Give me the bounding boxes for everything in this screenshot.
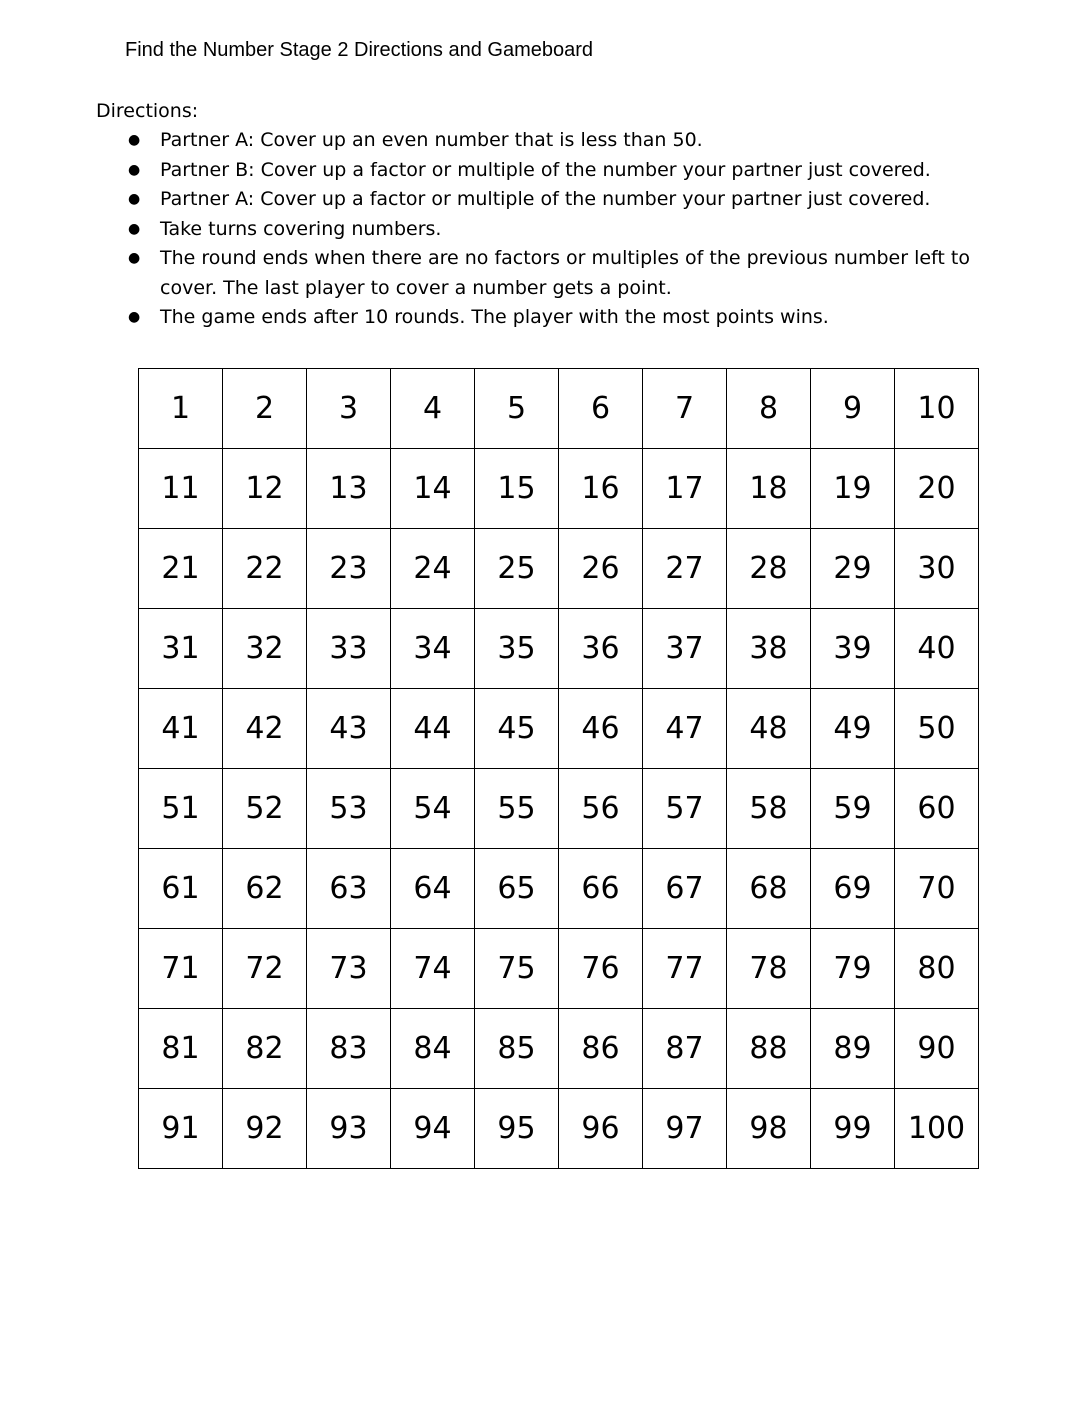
direction-text: The game ends after 10 rounds. The player with the most points wins.	[160, 306, 829, 328]
bullet-icon: ●	[128, 191, 141, 207]
gameboard-cell[interactable]: 21	[139, 529, 223, 609]
gameboard-cell[interactable]: 76	[559, 929, 643, 1009]
gameboard-cell[interactable]: 4	[391, 369, 475, 449]
gameboard-cell[interactable]: 80	[895, 929, 979, 1009]
gameboard-cell[interactable]: 83	[307, 1009, 391, 1089]
gameboard-row	[139, 449, 979, 529]
gameboard-row	[139, 849, 979, 929]
gameboard-cell[interactable]: 95	[475, 1089, 559, 1169]
gameboard-cell[interactable]: 26	[559, 529, 643, 609]
gameboard-cell[interactable]: 37	[643, 609, 727, 689]
gameboard-cell[interactable]: 52	[223, 769, 307, 849]
bullet-icon: ●	[128, 220, 141, 237]
gameboard-cell[interactable]: 98	[727, 1089, 811, 1169]
gameboard-cell[interactable]: 7	[643, 369, 727, 449]
gameboard-cell[interactable]: 20	[895, 449, 979, 529]
gameboard-cell[interactable]: 85	[475, 1009, 559, 1089]
gameboard-row	[139, 769, 979, 849]
gameboard-cell[interactable]: 31	[139, 609, 223, 689]
gameboard-cell[interactable]: 10	[895, 369, 979, 449]
gameboard-cell[interactable]: 8	[727, 369, 811, 449]
gameboard-row	[139, 689, 979, 769]
gameboard-cell[interactable]: 47	[643, 689, 727, 769]
direction-text: The round ends when there are no factors or multiples of the previous number left to cover. The last player to cover a number gets a point.	[160, 247, 970, 299]
direction-item	[128, 156, 1018, 186]
bullet-icon: ●	[128, 161, 141, 178]
gameboard-cell[interactable]: 75	[475, 929, 559, 1009]
gameboard-cell[interactable]: 13	[307, 449, 391, 529]
gameboard-row	[139, 1089, 979, 1169]
gameboard-cell[interactable]: 82	[223, 1009, 307, 1089]
gameboard-cell[interactable]: 89	[811, 1009, 895, 1089]
direction-text: Partner A: Cover up an even number that is less than 50.	[160, 129, 703, 151]
gameboard-cell[interactable]: 24	[391, 529, 475, 609]
gameboard-cell[interactable]: 72	[223, 929, 307, 1009]
gameboard-cell[interactable]: 30	[895, 529, 979, 609]
gameboard-cell[interactable]: 46	[559, 689, 643, 769]
gameboard-cell[interactable]: 57	[643, 769, 727, 849]
gameboard-cell[interactable]: 58	[727, 769, 811, 849]
gameboard-cell[interactable]: 41	[139, 689, 223, 769]
gameboard-cell[interactable]: 87	[643, 1009, 727, 1089]
gameboard-cell[interactable]: 60	[895, 769, 979, 849]
direction-text: Take turns covering numbers.	[160, 217, 442, 240]
gameboard-cell[interactable]: 27	[643, 529, 727, 609]
gameboard-cell[interactable]: 91	[139, 1089, 223, 1169]
bullet-icon: ●	[128, 250, 141, 266]
gameboard-cell[interactable]: 16	[559, 449, 643, 529]
direction-text: Partner A: Cover up a factor or multiple of the number your partner just covered.	[160, 188, 931, 210]
direction-item	[128, 244, 1018, 303]
gameboard-cell[interactable]: 45	[475, 689, 559, 769]
gameboard-cell[interactable]: 12	[223, 449, 307, 529]
gameboard-cell[interactable]: 43	[307, 689, 391, 769]
direction-item	[128, 303, 1018, 333]
gameboard-cell[interactable]: 3	[307, 369, 391, 449]
page-title: Find the Number Stage 2 Directions and Gameboard	[125, 39, 594, 61]
gameboard-cell[interactable]: 29	[811, 529, 895, 609]
gameboard-cell[interactable]: 19	[811, 449, 895, 529]
gameboard-cell[interactable]: 94	[391, 1089, 475, 1169]
gameboard-cell[interactable]: 70	[895, 849, 979, 929]
gameboard-cell[interactable]: 66	[559, 849, 643, 929]
gameboard-cell[interactable]: 65	[475, 849, 559, 929]
bullet-icon: ●	[128, 309, 141, 325]
gameboard-cell[interactable]: 84	[391, 1009, 475, 1089]
gameboard-cell[interactable]: 34	[391, 609, 475, 689]
gameboard-cell[interactable]: 55	[475, 769, 559, 849]
gameboard-grid	[138, 368, 979, 1169]
gameboard-cell[interactable]: 39	[811, 609, 895, 689]
gameboard-cell[interactable]: 61	[139, 849, 223, 929]
direction-item	[128, 126, 1018, 156]
gameboard-row	[139, 369, 979, 449]
gameboard-row	[139, 609, 979, 689]
directions-heading: Directions:	[96, 100, 199, 122]
gameboard-cell[interactable]: 15	[475, 449, 559, 529]
gameboard-cell[interactable]: 9	[811, 369, 895, 449]
gameboard-cell[interactable]: 62	[223, 849, 307, 929]
gameboard-cell[interactable]: 74	[391, 929, 475, 1009]
gameboard-cell[interactable]: 28	[727, 529, 811, 609]
gameboard-cell[interactable]: 1	[139, 369, 223, 449]
gameboard-cell[interactable]: 49	[811, 689, 895, 769]
bullet-icon: ●	[128, 132, 141, 148]
gameboard-cell[interactable]: 77	[643, 929, 727, 1009]
gameboard-cell[interactable]: 56	[559, 769, 643, 849]
gameboard-cell[interactable]: 48	[727, 689, 811, 769]
direction-item	[128, 215, 1018, 245]
gameboard-cell[interactable]: 86	[559, 1009, 643, 1089]
gameboard-cell[interactable]: 96	[559, 1089, 643, 1169]
gameboard-cell[interactable]: 63	[307, 849, 391, 929]
gameboard-cell[interactable]: 50	[895, 689, 979, 769]
gameboard-cell[interactable]: 59	[811, 769, 895, 849]
gameboard-cell[interactable]: 68	[727, 849, 811, 929]
gameboard-cell[interactable]: 92	[223, 1089, 307, 1169]
gameboard-cell[interactable]: 17	[643, 449, 727, 529]
gameboard-cell[interactable]: 97	[643, 1089, 727, 1169]
gameboard-row	[139, 529, 979, 609]
gameboard-cell[interactable]: 51	[139, 769, 223, 849]
gameboard-row	[139, 929, 979, 1009]
gameboard-cell[interactable]: 38	[727, 609, 811, 689]
gameboard-cell[interactable]: 53	[307, 769, 391, 849]
gameboard-cell[interactable]: 2	[223, 369, 307, 449]
gameboard-cell[interactable]: 81	[139, 1009, 223, 1089]
gameboard-cell[interactable]: 88	[727, 1009, 811, 1089]
gameboard-cell[interactable]: 18	[727, 449, 811, 529]
gameboard-cell[interactable]: 6	[559, 369, 643, 449]
gameboard-cell[interactable]: 5	[475, 369, 559, 449]
gameboard-cell[interactable]: 35	[475, 609, 559, 689]
directions-list	[128, 126, 1018, 333]
gameboard-cell[interactable]: 99	[811, 1089, 895, 1169]
gameboard-cell[interactable]: 22	[223, 529, 307, 609]
gameboard-cell[interactable]: 73	[307, 929, 391, 1009]
direction-item	[128, 185, 1018, 215]
gameboard-cell[interactable]: 67	[643, 849, 727, 929]
gameboard-cell[interactable]: 42	[223, 689, 307, 769]
gameboard-cell[interactable]: 64	[391, 849, 475, 929]
gameboard-cell[interactable]: 79	[811, 929, 895, 1009]
gameboard-cell[interactable]: 90	[895, 1009, 979, 1089]
gameboard-cell[interactable]: 54	[391, 769, 475, 849]
gameboard-cell[interactable]: 44	[391, 689, 475, 769]
direction-text: Partner B: Cover up a factor or multiple of the number your partner just covered.	[160, 158, 931, 181]
gameboard-cell[interactable]: 11	[139, 449, 223, 529]
gameboard-cell[interactable]: 69	[811, 849, 895, 929]
gameboard-cell[interactable]: 25	[475, 529, 559, 609]
gameboard-cell[interactable]: 71	[139, 929, 223, 1009]
gameboard-cell[interactable]: 93	[307, 1089, 391, 1169]
gameboard-cell[interactable]: 100	[895, 1089, 979, 1169]
gameboard-cell[interactable]: 32	[223, 609, 307, 689]
gameboard-cell[interactable]: 78	[727, 929, 811, 1009]
gameboard-row	[139, 1009, 979, 1089]
gameboard-cell[interactable]: 14	[391, 449, 475, 529]
gameboard-cell[interactable]: 33	[307, 609, 391, 689]
gameboard-cell[interactable]: 23	[307, 529, 391, 609]
gameboard-cell[interactable]: 36	[559, 609, 643, 689]
gameboard-cell[interactable]: 40	[895, 609, 979, 689]
